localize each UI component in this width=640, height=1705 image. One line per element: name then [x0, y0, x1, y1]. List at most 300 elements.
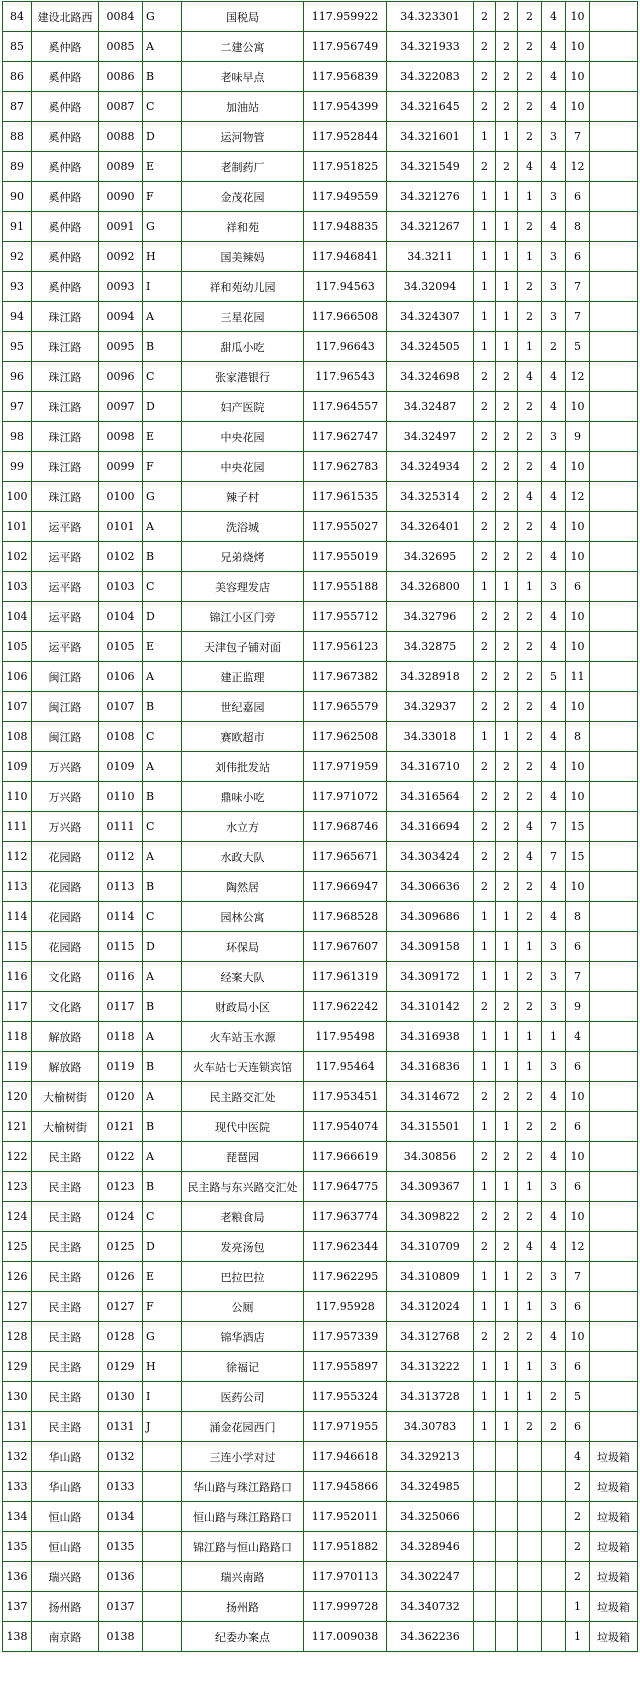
cell-c4: 4 [542, 542, 566, 572]
table-row [3, 92, 638, 122]
cell-c4: 3 [542, 932, 566, 962]
cell-letter: B [143, 692, 182, 722]
cell-note [590, 962, 638, 992]
cell-total: 12 [566, 482, 590, 512]
table-row [3, 1382, 638, 1412]
table-row [3, 632, 638, 662]
cell-name: 老粮食局 [182, 1202, 304, 1232]
cell-lat: 34.313222 [387, 1352, 474, 1382]
cell-road: 闽江路 [32, 662, 99, 692]
cell-lng: 117.009038 [304, 1622, 387, 1652]
cell-c4: 2 [542, 1112, 566, 1142]
cell-lat: 34.328946 [387, 1532, 474, 1562]
cell-c2 [496, 1532, 518, 1562]
cell-c2: 2 [496, 872, 518, 902]
cell-c4: 4 [542, 722, 566, 752]
cell-name: 天津包子铺对面 [182, 632, 304, 662]
cell-c4: 2 [542, 1382, 566, 1412]
table-row [3, 62, 638, 92]
cell-c4: 3 [542, 962, 566, 992]
table-row [3, 1442, 638, 1472]
cell-total: 10 [566, 1322, 590, 1352]
cell-total: 6 [566, 242, 590, 272]
cell-total: 9 [566, 992, 590, 1022]
table-row [3, 122, 638, 152]
cell-c4: 1 [542, 1022, 566, 1052]
cell-lng: 117.956749 [304, 32, 387, 62]
cell-letter: G [143, 482, 182, 512]
cell-c1: 2 [474, 872, 496, 902]
cell-road: 花园路 [32, 842, 99, 872]
cell-no: 109 [3, 752, 32, 782]
cell-c4: 4 [542, 1232, 566, 1262]
cell-c3: 1 [518, 572, 542, 602]
cell-lng: 117.94563 [304, 272, 387, 302]
cell-c3: 2 [518, 992, 542, 1022]
cell-letter: D [143, 1232, 182, 1262]
cell-c1: 1 [474, 1292, 496, 1322]
cell-c4: 7 [542, 842, 566, 872]
cell-lat: 34.309172 [387, 962, 474, 992]
cell-c4 [542, 1622, 566, 1652]
cell-c1: 2 [474, 812, 496, 842]
cell-name: 运河物管 [182, 122, 304, 152]
cell-total: 10 [566, 782, 590, 812]
cell-total: 8 [566, 902, 590, 932]
cell-lat: 34.313728 [387, 1382, 474, 1412]
cell-letter: G [143, 1322, 182, 1352]
cell-total: 4 [566, 1022, 590, 1052]
cell-lng: 117.966619 [304, 1142, 387, 1172]
cell-road: 华山路 [32, 1472, 99, 1502]
cell-code: 0123 [99, 1172, 143, 1202]
cell-lng: 117.955712 [304, 602, 387, 632]
cell-name: 老制药厂 [182, 152, 304, 182]
table-row [3, 1232, 638, 1262]
cell-c4: 3 [542, 1172, 566, 1202]
cell-c2: 2 [496, 452, 518, 482]
cell-name: 环保局 [182, 932, 304, 962]
cell-c1 [474, 1502, 496, 1532]
cell-c4: 4 [542, 902, 566, 932]
cell-c1: 2 [474, 842, 496, 872]
cell-lat: 34.362236 [387, 1622, 474, 1652]
cell-name: 金茂花园 [182, 182, 304, 212]
cell-c3: 2 [518, 1202, 542, 1232]
cell-code: 0130 [99, 1382, 143, 1412]
cell-total: 10 [566, 692, 590, 722]
cell-road: 奚仲路 [32, 122, 99, 152]
table-body [3, 2, 638, 1652]
cell-name: 财政局小区 [182, 992, 304, 1022]
cell-name: 锦江小区门旁 [182, 602, 304, 632]
cell-c3: 4 [518, 812, 542, 842]
cell-no: 97 [3, 392, 32, 422]
cell-c3: 2 [518, 32, 542, 62]
cell-code: 0101 [99, 512, 143, 542]
cell-name: 巴拉巴拉 [182, 1262, 304, 1292]
cell-note [590, 1382, 638, 1412]
cell-no: 117 [3, 992, 32, 1022]
cell-c1: 2 [474, 32, 496, 62]
cell-note [590, 1262, 638, 1292]
cell-lat: 34.315501 [387, 1112, 474, 1142]
cell-lat: 34.312768 [387, 1322, 474, 1352]
cell-c2: 2 [496, 362, 518, 392]
cell-c4 [542, 1592, 566, 1622]
cell-code: 0131 [99, 1412, 143, 1442]
cell-code: 0098 [99, 422, 143, 452]
cell-total: 10 [566, 632, 590, 662]
cell-lng: 117.968528 [304, 902, 387, 932]
cell-c4: 4 [542, 1142, 566, 1172]
cell-c1: 2 [474, 482, 496, 512]
cell-c2: 2 [496, 2, 518, 32]
cell-letter: H [143, 1352, 182, 1382]
table-row [3, 2, 638, 32]
table-row [3, 1592, 638, 1622]
cell-letter [143, 1502, 182, 1532]
cell-lng: 117.970113 [304, 1562, 387, 1592]
table-row [3, 512, 638, 542]
cell-letter: D [143, 602, 182, 632]
table-row [3, 1052, 638, 1082]
cell-code: 0089 [99, 152, 143, 182]
cell-name: 世纪嘉园 [182, 692, 304, 722]
cell-lng: 117.963774 [304, 1202, 387, 1232]
cell-note [590, 92, 638, 122]
cell-no: 115 [3, 932, 32, 962]
cell-c4: 4 [542, 602, 566, 632]
cell-lat: 34.321601 [387, 122, 474, 152]
cell-c3: 1 [518, 1292, 542, 1322]
cell-note [590, 752, 638, 782]
cell-road: 万兴路 [32, 752, 99, 782]
cell-no: 122 [3, 1142, 32, 1172]
cell-c2: 2 [496, 152, 518, 182]
cell-lat: 34.321549 [387, 152, 474, 182]
cell-letter: E [143, 152, 182, 182]
cell-c1 [474, 1442, 496, 1472]
cell-lat: 34.321276 [387, 182, 474, 212]
cell-c3: 2 [518, 272, 542, 302]
cell-letter: E [143, 1262, 182, 1292]
cell-c1: 2 [474, 62, 496, 92]
cell-lng: 117.96643 [304, 332, 387, 362]
cell-note [590, 2, 638, 32]
cell-c4: 3 [542, 1352, 566, 1382]
cell-lat: 34.32695 [387, 542, 474, 572]
cell-no: 106 [3, 662, 32, 692]
cell-c1: 2 [474, 2, 496, 32]
cell-no: 125 [3, 1232, 32, 1262]
cell-letter: F [143, 182, 182, 212]
cell-name: 火车站玉水源 [182, 1022, 304, 1052]
cell-no: 90 [3, 182, 32, 212]
table-row [3, 902, 638, 932]
cell-road: 珠江路 [32, 332, 99, 362]
cell-c1: 2 [474, 632, 496, 662]
cell-name: 张家港银行 [182, 362, 304, 392]
cell-name: 洗浴城 [182, 512, 304, 542]
cell-total: 6 [566, 1172, 590, 1202]
cell-code: 0127 [99, 1292, 143, 1322]
cell-note [590, 1202, 638, 1232]
cell-lng: 117.999728 [304, 1592, 387, 1622]
cell-c1: 2 [474, 362, 496, 392]
cell-total: 2 [566, 1532, 590, 1562]
cell-note [590, 1142, 638, 1172]
cell-lat: 34.32094 [387, 272, 474, 302]
cell-road: 运平路 [32, 512, 99, 542]
cell-lat: 34.321933 [387, 32, 474, 62]
cell-c3 [518, 1622, 542, 1652]
cell-lat: 34.30783 [387, 1412, 474, 1442]
cell-c2: 1 [496, 1352, 518, 1382]
cell-c3: 2 [518, 92, 542, 122]
cell-name: 三星花园 [182, 302, 304, 332]
cell-lat: 34.325066 [387, 1502, 474, 1532]
cell-c1: 1 [474, 242, 496, 272]
table-row [3, 872, 638, 902]
cell-code: 0116 [99, 962, 143, 992]
cell-code: 0110 [99, 782, 143, 812]
cell-total: 12 [566, 1232, 590, 1262]
cell-no: 121 [3, 1112, 32, 1142]
cell-lat: 34.316710 [387, 752, 474, 782]
cell-c1: 1 [474, 1112, 496, 1142]
cell-c2: 2 [496, 782, 518, 812]
cell-code: 0125 [99, 1232, 143, 1262]
cell-no: 118 [3, 1022, 32, 1052]
cell-note [590, 452, 638, 482]
cell-total: 8 [566, 212, 590, 242]
cell-lng: 117.955019 [304, 542, 387, 572]
cell-name: 民主路与东兴路交汇处 [182, 1172, 304, 1202]
cell-code: 0115 [99, 932, 143, 962]
cell-c4 [542, 1532, 566, 1562]
cell-code: 0104 [99, 602, 143, 632]
cell-c3 [518, 1592, 542, 1622]
cell-total: 6 [566, 1292, 590, 1322]
cell-lat: 34.325314 [387, 482, 474, 512]
cell-lng: 117.965671 [304, 842, 387, 872]
cell-c1: 2 [474, 1322, 496, 1352]
cell-letter: C [143, 572, 182, 602]
cell-c3: 2 [518, 392, 542, 422]
cell-road: 民主路 [32, 1412, 99, 1442]
cell-note: 垃圾箱 [590, 1622, 638, 1652]
cell-letter: E [143, 422, 182, 452]
cell-letter: B [143, 62, 182, 92]
cell-c3: 1 [518, 242, 542, 272]
cell-total: 6 [566, 1112, 590, 1142]
cell-code: 0092 [99, 242, 143, 272]
cell-c4: 4 [542, 392, 566, 422]
cell-lng: 117.956123 [304, 632, 387, 662]
table-row [3, 1202, 638, 1232]
cell-name: 建正监理 [182, 662, 304, 692]
cell-c3 [518, 1502, 542, 1532]
cell-lat: 34.324698 [387, 362, 474, 392]
cell-c4: 4 [542, 1202, 566, 1232]
cell-note [590, 362, 638, 392]
cell-no: 112 [3, 842, 32, 872]
table-row [3, 422, 638, 452]
cell-c1: 2 [474, 1142, 496, 1172]
cell-c1: 2 [474, 992, 496, 1022]
cell-note [590, 602, 638, 632]
cell-no: 86 [3, 62, 32, 92]
cell-road: 华山路 [32, 1442, 99, 1472]
cell-c4: 3 [542, 182, 566, 212]
cell-c3: 4 [518, 152, 542, 182]
cell-c4 [542, 1472, 566, 1502]
cell-letter: B [143, 872, 182, 902]
cell-lat: 34.326800 [387, 572, 474, 602]
cell-lng: 117.951825 [304, 152, 387, 182]
cell-total: 10 [566, 752, 590, 782]
cell-no: 114 [3, 902, 32, 932]
cell-total: 15 [566, 812, 590, 842]
cell-road: 民主路 [32, 1202, 99, 1232]
cell-name: 国税局 [182, 2, 304, 32]
cell-c2 [496, 1592, 518, 1622]
cell-lng: 117.95464 [304, 1052, 387, 1082]
cell-total: 10 [566, 1202, 590, 1232]
cell-name: 美容理发店 [182, 572, 304, 602]
cell-letter: B [143, 992, 182, 1022]
cell-c4: 4 [542, 362, 566, 392]
cell-c4: 3 [542, 422, 566, 452]
cell-c2 [496, 1562, 518, 1592]
cell-c2: 2 [496, 662, 518, 692]
cell-c2: 1 [496, 182, 518, 212]
cell-lng: 117.967382 [304, 662, 387, 692]
cell-note [590, 1352, 638, 1382]
cell-no: 102 [3, 542, 32, 572]
table-row [3, 692, 638, 722]
cell-total: 10 [566, 452, 590, 482]
cell-lng: 117.946618 [304, 1442, 387, 1472]
cell-name: 锦华酒店 [182, 1322, 304, 1352]
cell-c4: 4 [542, 212, 566, 242]
cell-c3: 2 [518, 62, 542, 92]
cell-c4: 4 [542, 32, 566, 62]
cell-c3: 2 [518, 212, 542, 242]
cell-letter [143, 1532, 182, 1562]
cell-lat: 34.32875 [387, 632, 474, 662]
cell-c1 [474, 1562, 496, 1592]
cell-road: 民主路 [32, 1352, 99, 1382]
cell-c3: 2 [518, 512, 542, 542]
cell-c2: 2 [496, 1322, 518, 1352]
cell-name: 瑞兴南路 [182, 1562, 304, 1592]
cell-no: 113 [3, 872, 32, 902]
cell-no: 127 [3, 1292, 32, 1322]
cell-code: 0088 [99, 122, 143, 152]
cell-total: 10 [566, 1142, 590, 1172]
cell-c1: 2 [474, 422, 496, 452]
cell-c4: 4 [542, 782, 566, 812]
cell-letter [143, 1562, 182, 1592]
cell-lng: 117.971959 [304, 752, 387, 782]
cell-name: 华山路与珠江路路口 [182, 1472, 304, 1502]
cell-c3: 2 [518, 422, 542, 452]
cell-name: 三连小学对过 [182, 1442, 304, 1472]
cell-road: 瑞兴路 [32, 1562, 99, 1592]
cell-total: 6 [566, 1052, 590, 1082]
cell-total: 10 [566, 62, 590, 92]
cell-name: 琵琶园 [182, 1142, 304, 1172]
cell-c3: 1 [518, 332, 542, 362]
cell-c2: 1 [496, 1412, 518, 1442]
cell-c1: 1 [474, 722, 496, 752]
cell-note [590, 632, 638, 662]
cell-total: 7 [566, 1262, 590, 1292]
cell-c3: 2 [518, 902, 542, 932]
cell-note [590, 302, 638, 332]
cell-name: 甜瓜小吃 [182, 332, 304, 362]
cell-letter: D [143, 122, 182, 152]
cell-code: 0096 [99, 362, 143, 392]
cell-road: 奚仲路 [32, 32, 99, 62]
cell-code: 0084 [99, 2, 143, 32]
cell-code: 0091 [99, 212, 143, 242]
cell-note [590, 932, 638, 962]
cell-name: 辣子村 [182, 482, 304, 512]
cell-letter: B [143, 1112, 182, 1142]
cell-c4: 3 [542, 1262, 566, 1292]
cell-c4: 4 [542, 872, 566, 902]
cell-letter: H [143, 242, 182, 272]
cell-name: 民主路交汇处 [182, 1082, 304, 1112]
cell-note [590, 1052, 638, 1082]
cell-letter [143, 1592, 182, 1622]
cell-c4: 4 [542, 62, 566, 92]
cell-note: 垃圾箱 [590, 1502, 638, 1532]
cell-no: 120 [3, 1082, 32, 1112]
cell-road: 珠江路 [32, 452, 99, 482]
cell-c1: 1 [474, 932, 496, 962]
cell-c3: 1 [518, 1172, 542, 1202]
cell-c4: 4 [542, 2, 566, 32]
cell-name: 涌金花园西门 [182, 1412, 304, 1442]
cell-total: 2 [566, 1472, 590, 1502]
cell-no: 130 [3, 1382, 32, 1412]
cell-code: 0118 [99, 1022, 143, 1052]
cell-c1: 1 [474, 122, 496, 152]
cell-note: 垃圾箱 [590, 1562, 638, 1592]
cell-note [590, 1412, 638, 1442]
cell-lat: 34.324985 [387, 1472, 474, 1502]
cell-letter: C [143, 1202, 182, 1232]
cell-c3: 2 [518, 1412, 542, 1442]
cell-c4: 3 [542, 1292, 566, 1322]
cell-lng: 117.967607 [304, 932, 387, 962]
table-row [3, 332, 638, 362]
cell-road: 民主路 [32, 1262, 99, 1292]
cell-c1: 2 [474, 512, 496, 542]
cell-lng: 117.966508 [304, 302, 387, 332]
cell-c3: 2 [518, 632, 542, 662]
cell-c3: 2 [518, 602, 542, 632]
cell-no: 93 [3, 272, 32, 302]
cell-road: 奚仲路 [32, 272, 99, 302]
cell-code: 0090 [99, 182, 143, 212]
cell-code: 0109 [99, 752, 143, 782]
cell-name: 国美辣妈 [182, 242, 304, 272]
